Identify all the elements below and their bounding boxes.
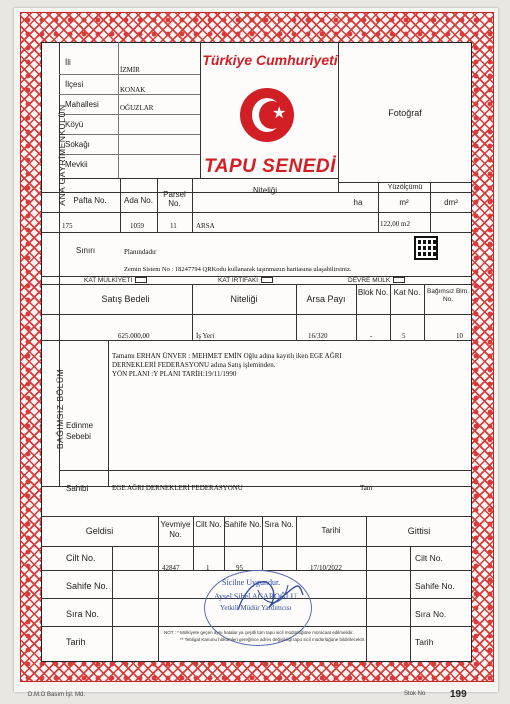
parsel-header: Parsel No. xyxy=(163,190,186,208)
document-title: TAPU SENEDİ xyxy=(204,156,336,177)
niteligi-value: ARSA xyxy=(196,222,215,230)
siniri-label: Sınırı xyxy=(76,246,96,255)
devre-mulk-label: DEVRE MÜLK xyxy=(348,277,405,284)
sira-header: Sıra No. xyxy=(264,520,294,529)
satis-header: Satış Bedeli xyxy=(101,294,150,304)
parsel-value: 11 xyxy=(170,222,177,230)
sahibi-share: Tam xyxy=(360,484,373,492)
ilce-label: İlçesi xyxy=(65,80,84,89)
tarih-value: 17/10/2022 xyxy=(310,564,342,572)
il-value: İZMİR xyxy=(120,66,140,74)
printer-label: D.M.O Basım İşl. Md. xyxy=(28,692,86,698)
pafta-header: Pafta No. xyxy=(73,196,107,205)
ilce-value: KONAK xyxy=(120,86,146,94)
sahife-value: 95 xyxy=(236,564,243,572)
yevmiye-header: Yevmiye No. xyxy=(160,520,191,539)
right-sahife-label: Sahife No. xyxy=(415,581,455,591)
bagimsiz-header: Bağımsız Blm. No. xyxy=(427,288,469,303)
unit-niteligi-value: İş Yeri xyxy=(196,332,215,340)
pafta-value: 175 xyxy=(62,222,73,230)
il-label: İli xyxy=(65,58,71,67)
edinme-line-3: YÖN PLANI :Y PLANI TARİH:19/11/1990 xyxy=(112,370,237,378)
cilt-value: 1 xyxy=(206,564,210,572)
stamp-line-2: Aysel Sibel ACAROĞLU xyxy=(214,592,297,601)
left-cilt-label: Cilt No. xyxy=(66,553,96,563)
main-property-side-label: ANA GAYRİMENKULÜN xyxy=(57,104,67,206)
arsa-header: Arsa Payı xyxy=(306,294,346,304)
right-sira-label: Sıra No. xyxy=(415,609,447,619)
kat-value: 5 xyxy=(402,332,406,340)
blok-value: - xyxy=(370,332,373,340)
koy-label: Köyü xyxy=(65,120,84,129)
serial-number: 199 xyxy=(450,689,467,700)
note-line-2: ** Tebligat Kanunu hükümleri gereğince adres değişikliği tapu sicil müdürlüğüne bildirilecektir. xyxy=(180,637,366,642)
turkish-flag-emblem: ★ xyxy=(240,88,294,142)
tarihi-header: Tarihi xyxy=(321,526,341,535)
yevmiye-value: 42847 xyxy=(162,564,180,572)
kat-mulkiyeti-label: KAT MÜLKİYETİ xyxy=(84,277,147,284)
qr-code-icon xyxy=(414,236,438,260)
edinme-line-2: DERNEKLERİ FEDERASYONU adına Satış işleminden. xyxy=(112,361,276,369)
arsa-value: 16/320 xyxy=(308,332,328,340)
dm2-header: dm² xyxy=(444,198,458,207)
cilt-header: Cilt No. xyxy=(195,520,222,529)
sahibi-label: Sahibi xyxy=(66,484,89,493)
sokak-label: Sokağı xyxy=(65,140,90,149)
kat-mulkiyeti-checkbox xyxy=(135,277,147,283)
mahalle-value: OĞUZLAR xyxy=(120,104,154,112)
left-tarih-label: Tarih xyxy=(66,637,86,647)
blok-header: Blok No. xyxy=(357,288,389,297)
yuzolcumu-header: Yüzölçümü xyxy=(387,184,423,191)
satis-value: 625.000,00 xyxy=(118,332,150,340)
unit-side-label: BAĞIMSIZ BÖLÜM xyxy=(55,368,65,450)
left-sahife-label: Sahife No. xyxy=(66,581,109,591)
republic-title: Türkiye Cumhuriyeti xyxy=(202,52,338,68)
m2-header: m² xyxy=(399,198,409,207)
stamp-line-3: Yetkili Müdür Yardımcısı xyxy=(220,604,292,612)
mahalle-label: Mahallesi xyxy=(65,100,99,109)
right-cilt-label: Cilt No. xyxy=(415,553,443,563)
ada-header: Ada No. xyxy=(124,196,153,205)
signature xyxy=(228,570,308,622)
unit-niteligi-header: Niteliği xyxy=(230,294,258,304)
gittisi-header: Gittisi xyxy=(407,526,431,536)
right-tarih-label: Tarih xyxy=(415,637,434,647)
m2-value: 122,00 m2 xyxy=(380,220,410,228)
left-sira-label: Sıra No. xyxy=(66,609,100,619)
photo-label: Fotoğraf xyxy=(388,108,422,118)
sahife-header: Sahife No. xyxy=(224,520,262,529)
zemin-note: Zemin Sistem No : 18247794 QRKodu kullanarak taşınmazın haritasına ulaşabilirsiniz. xyxy=(124,266,352,273)
sahibi-value: EGE AĞRI DERNEKLERİ FEDERASYONU xyxy=(112,484,243,492)
niteligi-header: Niteliği xyxy=(252,186,277,195)
edinme-line-1: Tamamı ERHAN ÜNVER : MEHMET EMİN Oğlu adına kayıtlı iken EGE AĞRI xyxy=(112,352,342,360)
kat-header: Kat No. xyxy=(393,288,421,297)
ha-header: ha xyxy=(353,198,363,207)
serial-label: Stok No xyxy=(404,691,426,697)
kat-irtifaki-checkbox xyxy=(261,277,273,283)
ada-value: 1059 xyxy=(130,222,144,230)
edinme-label: Edinme Sebebi xyxy=(66,421,94,441)
devre-mulk-checkbox xyxy=(393,277,405,283)
mevki-label: Mevkii xyxy=(65,160,88,169)
note-line-1: NOT : * Mülkiyete geçen aynı hatalar ya çeşitli tüm tapu sicil müdürlüğüne müracaat edilmelidir. xyxy=(164,630,354,635)
bagimsiz-value: 10 xyxy=(456,332,463,340)
geldisi-header: Geldisi xyxy=(85,526,114,536)
kat-irtifaki-label: KAT İRTİFAKI xyxy=(218,277,273,284)
stamp-line-1: Sicilne Uygundur. xyxy=(222,578,281,587)
siniri-value: Planındadır xyxy=(124,248,157,256)
